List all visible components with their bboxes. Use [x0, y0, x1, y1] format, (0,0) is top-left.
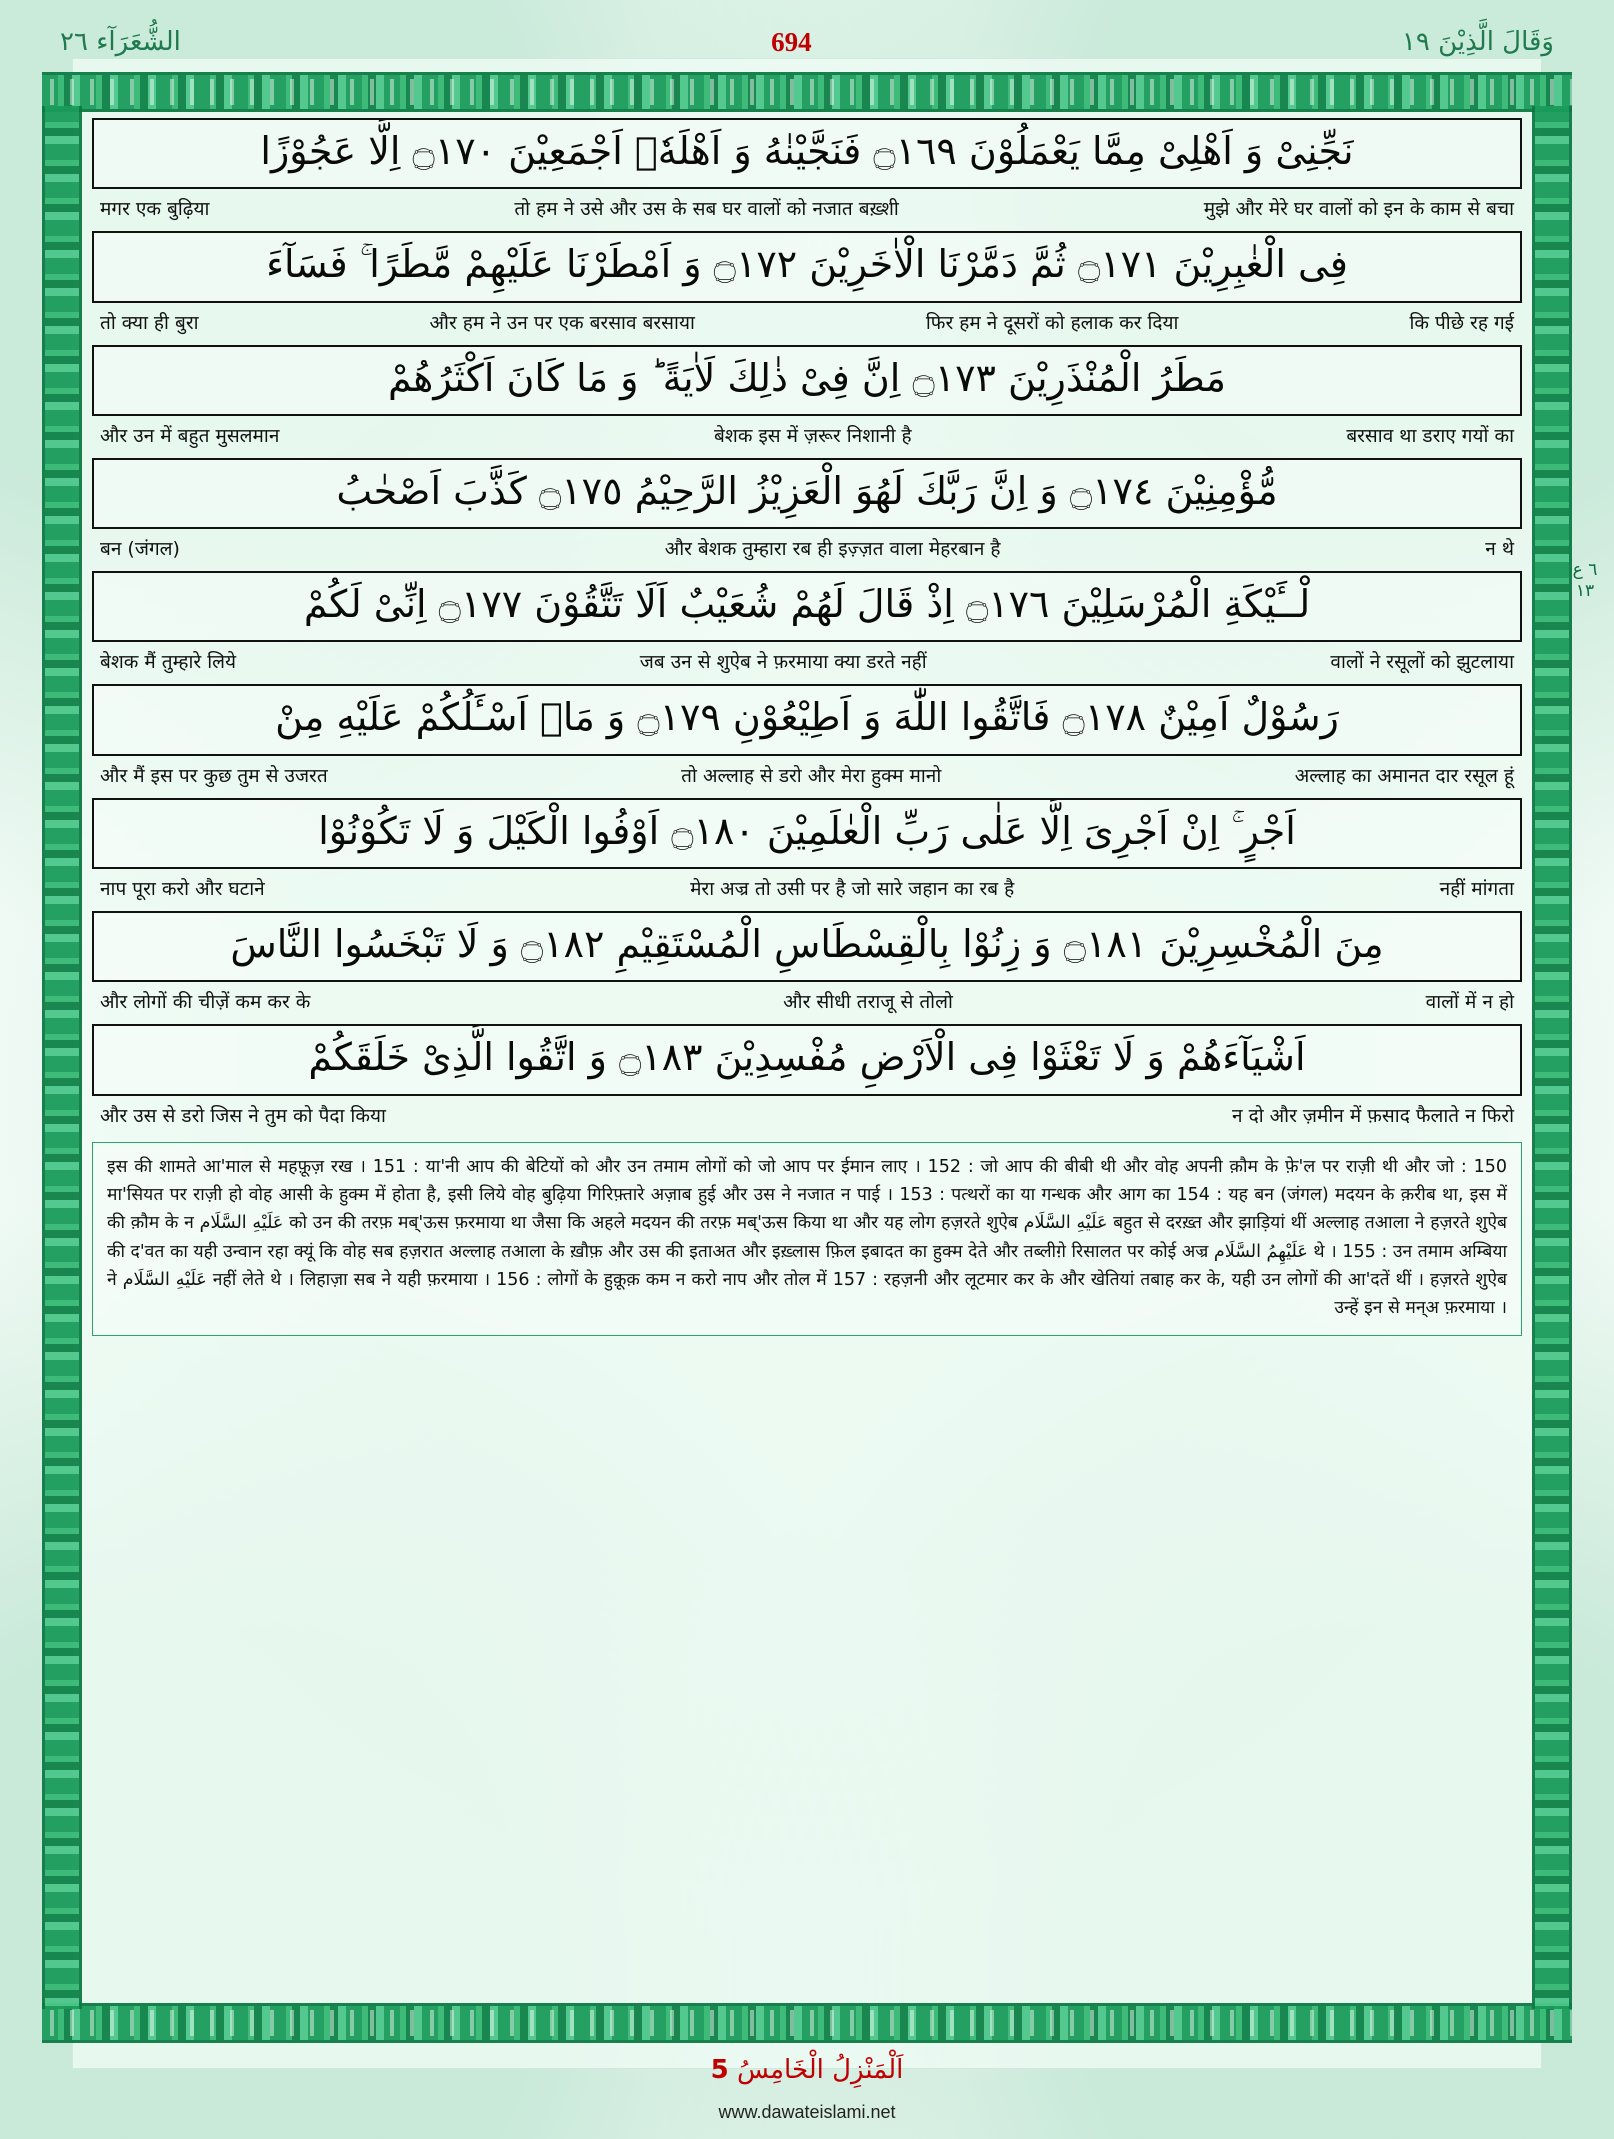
bottom-border-ornament — [42, 2003, 1572, 2043]
hindi-translation-line — [92, 303, 1522, 343]
arabic-ayah-line: لْــَٔیْكَةِ الْمُرْسَلِیْنَ ۝١٧٦ اِذْ قَالَ لَهُمْ شُعَیْبٌ اَلَا تَتَّقُوْنَ ۝١٧٧ اِنِّیْ لَكُمْ — [92, 571, 1522, 642]
translation-segment: नहीं मांगता — [1439, 878, 1514, 901]
verse-block — [92, 911, 1522, 1022]
hindi-translation-line — [92, 189, 1522, 229]
surah-name: الشُّعَرَآء ٢٦ — [60, 27, 181, 57]
translation-segment: और हम ने उन पर एक बरसाव बरसाया — [429, 311, 695, 334]
para-name: وَقَالَ الَّذِيْنَ ١٩ — [1401, 27, 1554, 57]
translation-segment: बन (जंगल) — [100, 538, 180, 561]
arabic-ayah-line: مُّؤْمِنِیْنَ ۝١٧٤ وَ اِنَّ رَبَّكَ لَهُوَ الْعَزِیْزُ الرَّحِیْمُ ۝١٧٥ كَذَّبَ اَصْحٰبُ — [92, 458, 1522, 529]
verse-block — [92, 798, 1522, 909]
verse-block — [92, 118, 1522, 229]
hindi-translation-line — [92, 642, 1522, 682]
translation-segment: बेशक मैं तुम्हारे लिये — [100, 651, 237, 674]
verse-block — [92, 1024, 1522, 1135]
manzil-number: 5 — [710, 2055, 729, 2085]
page-header — [60, 18, 1554, 66]
translation-segment: बरसाव था डराए गयों का — [1346, 424, 1514, 447]
translation-segment: कि पीछे रह गई — [1409, 311, 1514, 334]
translation-segment: और उस से डरो जिस ने तुम को पैदा किया — [100, 1104, 386, 1127]
translation-segment: तो क्या ही बुरा — [100, 311, 199, 334]
translation-segment: न थे — [1485, 538, 1514, 561]
translation-segment: अल्लाह का अमानत दार रसूल हूं — [1294, 764, 1514, 787]
left-border-ornament — [42, 106, 82, 2009]
translation-segment: जब उन से शुऐब ने फ़रमाया क्या डरते नहीं — [639, 651, 927, 674]
translation-segment: न दो और ज़मीन में फ़साद फैलाते न फिरो — [1232, 1104, 1514, 1127]
translation-segment: तो अल्लाह से डरो और मेरा हुक्म मानो — [681, 764, 942, 787]
translation-segment: और उन में बहुत मुसलमान — [100, 424, 280, 447]
translation-segment: बेशक इस में ज़रूर निशानी है — [714, 424, 912, 447]
arabic-ayah-line: اَشْیَآءَهُمْ وَ لَا تَعْثَوْا فِی الْاَرْضِ مُفْسِدِیْنَ ۝١٨٣ وَ اتَّقُوا الَّذِیْ خَلَقَكُمْ — [92, 1024, 1522, 1095]
hindi-translation-line — [92, 869, 1522, 909]
verse-block — [92, 345, 1522, 456]
footnotes-panel: 150 : इस की शामते आ'माल से महफ़ूज़ रख । 151 : या'नी आप की बेटियों को और उन तमाम लोगों को जो आप पर ईमान लाए । 152 : जो आप की बीबी थी और वोह अपनी क़ौम के फ़े'ल पर राज़ी थी और जो मा'सियत पर राज़ी हो वोह आसी के हुक्म में होता है, इसी लिये वोह बुढ़िया गिरिफ़्तारे अज़ाब हुई और उस ने नजात न पाई । 153 : पत्थरों का या गन्धक और आग का 154 : यह बन (जंगल) मदयन के क़रीब था, इस में बहुत से दरख़्त और झाड़ियां थीं अल्लाह तआला ने हज़रते शुऐब عَلَيْهِ السَّلَام को उन की तरफ़ मब्'ऊस फ़रमाया था जैसा कि अहले मदयन की तरफ़ मब्'ऊस किया था और यह लोग हज़रते शुऐब عَلَيْهِ السَّلَام की क़ौम के न थे । 155 : उन तमाम अम्बिया عَلَيْهِمُ السَّلَام की द'वत का यही उन्वान रहा क्यूं कि वोह सब हज़रात अल्लाह तआला के ख़ौफ़ और उस की इताअत और इख़्लास फ़िल इबादत का हुक्म देते और तब्लीग़े रिसालत पर कोई अज्र नहीं लेते थे । लिहाज़ा सब ने यही फ़रमाया । 156 : लोगों के हुक़ूक़ कम न करो नाप और तोल में 157 : रहज़नी और लूटमार कर के और खेतियां तबाह कर के, यही उन लोगों की आ'दतें थीं । हज़रते शुऐब عَلَيْهِ السَّلَام ने उन्हें इन से मन्अ फ़रमाया । — [92, 1142, 1522, 1336]
translation-segment: मुझे और मेरे घर वालों को इन के काम से बचा — [1203, 198, 1514, 221]
manzil-label: اَلْمَنْزِلُ الْخَامِسُ — [736, 2055, 904, 2085]
page-number: 694 — [771, 26, 812, 57]
translation-segment: और बेशक तुम्हारा रब ही इज़्ज़त वाला मेहरबान है — [664, 538, 1001, 561]
translation-segment: फिर हम ने दूसरों को हलाक कर दिया — [925, 311, 1179, 334]
hindi-translation-line — [92, 982, 1522, 1022]
verse-block — [92, 231, 1522, 342]
translation-segment: नाप पूरा करो और घटाने — [100, 878, 265, 901]
arabic-ayah-line: اَجْرٍ ۚ اِنْ اَجْرِیَ اِلَّا عَلٰی رَبِّ الْعٰلَمِیْنَ ۝١٨٠ اَوْفُوا الْكَیْلَ وَ لَا تَكُوْنُوْا — [92, 798, 1522, 869]
hindi-translation-line — [92, 416, 1522, 456]
hindi-translation-line — [92, 1096, 1522, 1136]
verse-block — [92, 458, 1522, 569]
arabic-ayah-line: رَسُوْلٌ اَمِیْنٌ ۝١٧٨ فَاتَّقُوا اللّٰهَ وَ اَطِیْعُوْنِ ۝١٧٩ وَ مَاۤ اَسْـَٔلُكُمْ عَلَیْهِ مِنْ — [92, 684, 1522, 755]
ruku-marker: ٦ ع ١٣ — [1572, 560, 1598, 602]
hindi-translation-line — [92, 756, 1522, 796]
website-url[interactable]: www.dawateislami.net — [718, 2102, 896, 2122]
manzil-footer — [0, 2055, 1614, 2085]
translation-segment: और सीधी तराजू से तोलो — [783, 991, 953, 1014]
hindi-translation-line — [92, 529, 1522, 569]
top-border-ornament — [42, 72, 1572, 112]
translation-segment: वालों में न हो — [1425, 991, 1514, 1014]
right-border-ornament — [1532, 106, 1572, 2009]
verse-block — [92, 571, 1522, 682]
quran-text-area — [92, 118, 1522, 1999]
translation-segment: तो हम ने उसे और उस के सब घर वालों को नजात बख़्शी — [514, 198, 899, 221]
arabic-ayah-line: مِنَ الْمُخْسِرِیْنَ ۝١٨١ وَ زِنُوْا بِالْقِسْطَاسِ الْمُسْتَقِیْمِ ۝١٨٢ وَ لَا تَبْخَسُوا النَّاسَ — [92, 911, 1522, 982]
arabic-ayah-line: فِی الْغٰبِرِیْنَ ۝١٧١ ثُمَّ دَمَّرْنَا الْاٰخَرِیْنَ ۝١٧٢ وَ اَمْطَرْنَا عَلَیْهِمْ مَّطَرًا ۚ فَسَآءَ — [92, 231, 1522, 302]
translation-segment: मगर एक बुढ़िया — [100, 198, 210, 221]
verse-block — [92, 684, 1522, 795]
translation-segment: और लोगों की चीज़ें कम कर के — [100, 991, 311, 1014]
translation-segment: मेरा अज्र तो उसी पर है जो सारे जहान का रब है — [690, 878, 1015, 901]
translation-segment: और मैं इस पर कुछ तुम से उजरत — [100, 764, 328, 787]
translation-segment: वालों ने रसूलों को झुटलाया — [1330, 651, 1514, 674]
arabic-ayah-line: مَطَرُ الْمُنْذَرِیْنَ ۝١٧٣ اِنَّ فِیْ ذٰلِكَ لَاٰیَةً ؕ وَ مَا كَانَ اَكْثَرُهُمْ — [92, 345, 1522, 416]
arabic-ayah-line: نَجِّنِیْ وَ اَهْلِیْ مِمَّا یَعْمَلُوْنَ ۝١٦٩ فَنَجَّیْنٰهُ وَ اَهْلَهٗۤ اَجْمَعِیْنَ ۝١٧٠ اِلَّا عَجُوْزًا — [92, 118, 1522, 189]
